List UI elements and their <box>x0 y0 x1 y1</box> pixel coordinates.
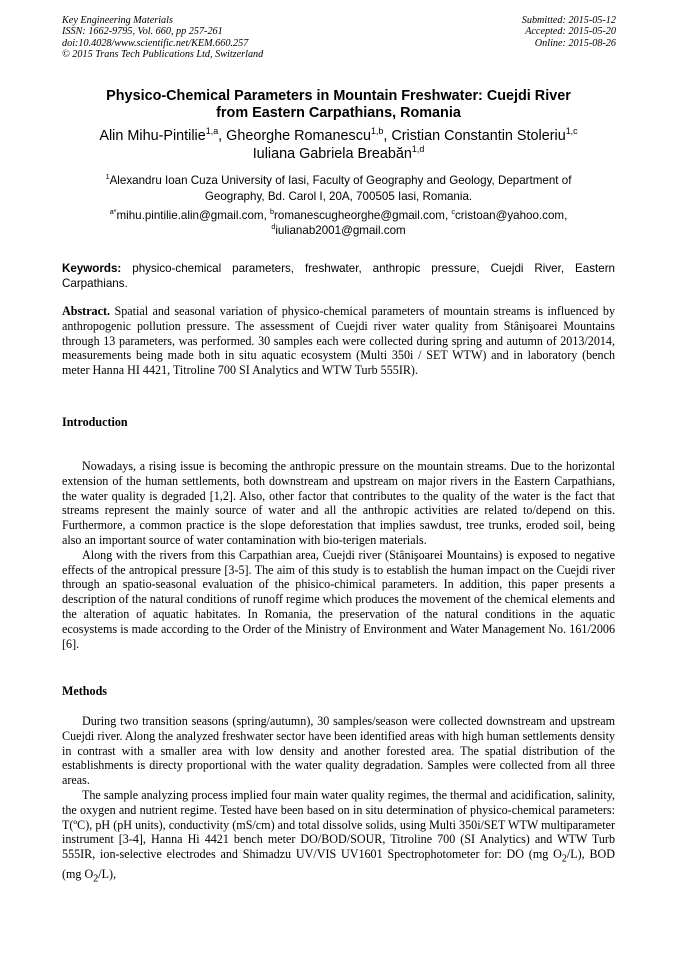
email-mark: b <box>270 207 275 217</box>
online-date: Online: 2015-08-26 <box>534 37 616 49</box>
abstract <box>62 304 615 378</box>
author-affiliation-mark: 1,a <box>205 126 219 137</box>
author-name: Iuliana Gabriela Breabăn <box>252 146 412 162</box>
abstract-text: Spatial and seasonal variation of physico-chemical parameters of mountain streams is influenced by anthropogenic pollution pressure. The assessment of Cuejdi river water quality from Stânişoarei Mountains through 13 parameters, was performed. 30 samples each were collected during spring and autumn of 2013/2014, measurements being made both in situ aquatic ecosystem (Multi 350i / SET WTW) and in laboratory (bench meter Hanna HI 4421, Titroline 700 SI Analytics and WTW Turb 555IR). <box>62 304 615 378</box>
subscript: 2 <box>561 853 567 865</box>
author-line-1 <box>62 127 615 145</box>
affiliation <box>80 173 597 204</box>
paragraph: Nowadays, a rising issue is becoming the anthropic pressure on the mountain streams. Due to the horizontal extension of the human settlements, both downstream and upstream on major rivers in the Eastern Carpathians, the water quality is degraded [1,2]. Also, other factor that contributes to the quality of the water is the fact that streams represent the mainly source of water and all the anthropic activities are related to/depend on this. Furthermore, a common practice is the slope deforestation that implies sawdust, tree trunks, eroded soil, being also an important source of water contamination with bio-terigen materials. <box>62 459 615 547</box>
title-line-1: Physico-Chemical Parameters in Mountain Freshwater: Cuejdi River <box>106 88 571 104</box>
paragraph-text: /L), <box>98 867 117 882</box>
journal-name: Key Engineering Materials <box>62 15 173 26</box>
author-name: , Gheorghe Romanescu <box>218 128 371 144</box>
email-mark: d <box>271 222 276 232</box>
journal-doi: doi:10.4028/www.scientific.net/KEM.660.257 <box>62 37 249 49</box>
keywords-label: Keywords: <box>62 262 122 275</box>
author-name: Alin Mihu-Pintilie <box>99 128 206 144</box>
journal-issn: ISSN: 1662-9795, Vol. 660, pp 257-261 <box>62 26 223 38</box>
email-address: cristoan@yahoo.com, <box>455 209 568 222</box>
affiliation-mark: 1 <box>105 172 110 182</box>
author-affiliation-mark: 1,c <box>565 126 578 137</box>
email-mark: c <box>451 207 455 217</box>
author-affiliation-mark: 1,d <box>411 144 425 155</box>
author-emails <box>80 208 597 238</box>
paragraph-text: The sample analyzing process implied four main water quality regimes, the thermal and acidification, salinity, the oxygen and nutrient regime. Tested have been based on in situ determination of physico-chemical parameters: T(ºC), pH (pH units), conductivity (mS/cm) and total dissolve solids, using Multi 350i/SET WTW multiparameter instrument [3-4], Hanna Hi 4421 bench meter DO/BOD/SOUR, Titroline 700 (SI Analytics) and WTW Turb 555IR, ion-selective electrodes and Shimadzu UV/VIS UV1601 Spectrophotometer for: DO (mg O <box>62 787 615 862</box>
author-name: , Cristian Constantin Stoleriu <box>383 128 566 144</box>
paragraph: Along with the rivers from this Carpathian area, Cuejdi river (Stânişoarei Mountains) is exposed to negative effects of the antropical pressure [3-5]. The aim of this study is to establish the human impact on the Cuejdi river through an spatio-seasonal evaluation of the phisico-chimical parameters. In addition, this paper presents a description of the natural conditions of runoff regime which produces the movement of the chemical elements and the alteration of aquatic habitates. In Romania, the preservation of the natural conditions in the aquatic ecosystems is made according to the Order of the Ministry of Environment and Water Management No. 161/2006 [6]. <box>62 547 615 651</box>
email-address: mihu.pintilie.alin@gmail.com, <box>116 209 271 222</box>
journal-copyright: © 2015 Trans Tech Publications Ltd, Switzerland <box>62 48 264 60</box>
title-line-2: from Eastern Carpathians, Romania <box>216 105 461 121</box>
paragraph: During two transition seasons (spring/autumn), 30 samples/season were collected downstream and upstream Cuejdi river. Along the analyzed freshwater sector have been identified areas with high human settlements density in contrast with a smaller area with low density and another forested area. The spatial distribution of the establishments is directy proportional with the water quality degradation. Samples were collected from all three areas. <box>62 714 615 788</box>
email-address: romanescugheorghe@gmail.com, <box>274 209 452 222</box>
publication-dates <box>522 15 616 49</box>
section-heading-methods: Methods <box>62 684 108 698</box>
introduction-body <box>62 459 615 651</box>
abstract-label: Abstract. <box>62 304 111 318</box>
email-address: iulianab2001@gmail.com <box>275 224 406 237</box>
section-heading-introduction: Introduction <box>62 415 128 429</box>
methods-body <box>62 714 615 888</box>
paragraph <box>62 788 615 888</box>
paper-title <box>62 88 615 122</box>
author-list <box>62 127 615 163</box>
journal-info <box>62 15 263 60</box>
email-mark: a* <box>109 207 117 217</box>
accepted-date: Accepted: 2015-05-20 <box>525 26 616 38</box>
author-line-2 <box>62 145 615 163</box>
submitted-date: Submitted: 2015-05-12 <box>521 15 616 26</box>
paragraph-text: /L), BOD (mg O <box>62 847 615 882</box>
author-affiliation-mark: 1,b <box>370 126 384 137</box>
subscript: 2 <box>93 873 99 885</box>
keywords-text: physico-chemical parameters, freshwater, anthropic pressure, Cuejdi River, Eastern Carpathians. <box>62 262 615 290</box>
keywords <box>62 262 615 292</box>
affiliation-text: Alexandru Ioan Cuza University of Iasi, Faculty of Geography and Geology, Department of Geography, Bd. Carol I, 20A, 700505 Iasi, Romania. <box>109 174 572 203</box>
